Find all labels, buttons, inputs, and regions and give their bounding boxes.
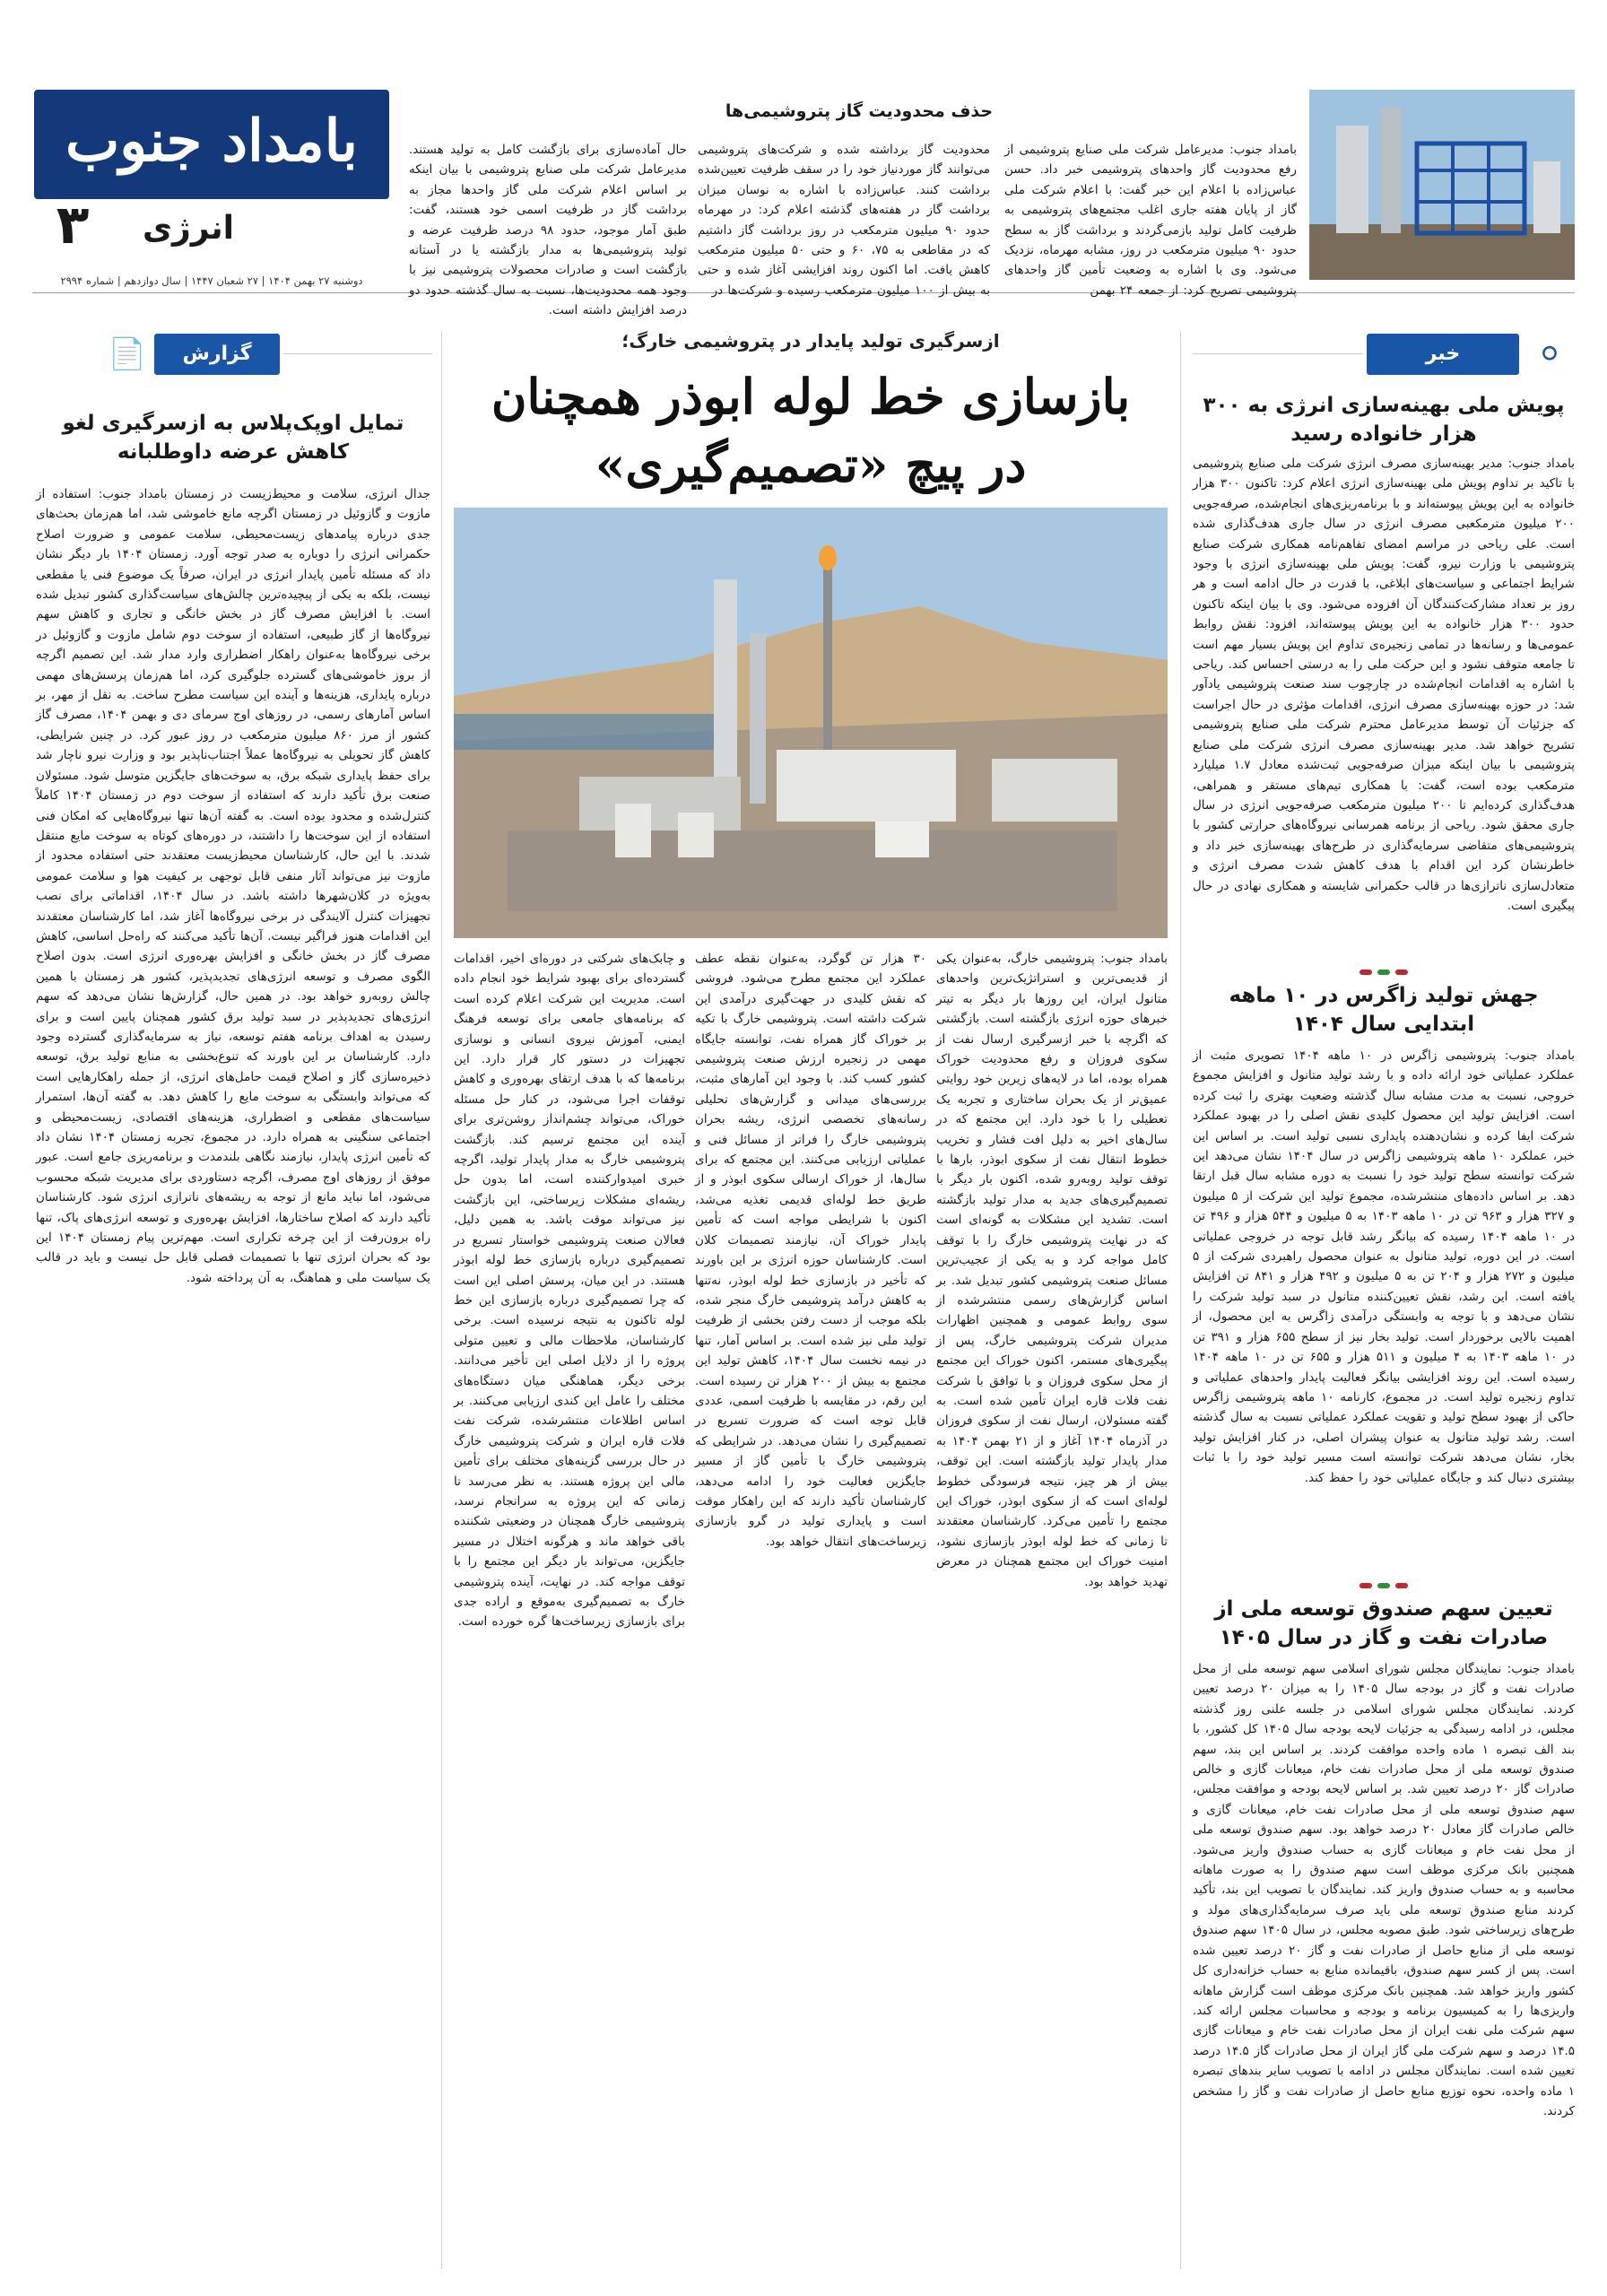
- top-story-col3: حال آماده‌سازی برای بازگشت کامل به تولید هستند. مدیرعامل شرکت ملی صنایع پتروشیمی با بیان اینکه بر اساس اعلام شرکت ملی گاز واحدها مجاز به برداشت گاز در ظرفیت اسمی خود هستند، گفت: طبق آمار موجود، حدود ۹۸ درصد ظرفیت عرضه و تولید پتروشیمی‌ها به مدار بازگشته یا در آستانه بازگشت است و صادرات محصولات پتروشیمی نیز با وجود همه محدودیت‌ها، نسبت به سال گذشته حدود دو درصد افزایش داشته است.: [409, 143, 687, 318]
- plant-illustration: [1309, 90, 1575, 280]
- story3-title: تعیین سهم صندوق توسعه ملی از صادرات نفت و گاز در سال ۱۴۰۵: [1214, 1597, 1553, 1649]
- report-title: تمایل اوپک‌پلاس به ازسرگیری لغو کاهش عرضه داوطلبانه: [62, 412, 404, 464]
- section-name: انرژی: [143, 210, 234, 247]
- top-story-col1: بامداد جنوب: مدیرعامل شرکت ملی صنایع پتروشیمی از رفع محدودیت گاز واحدهای پتروشیمی خبر داد. حسن عباس‌زاده با اعلام این خبر گفت: با اعلام شرکت ملی گاز از پایان هفته جاری اغلب مجتمع‌های پتروشیمی به ظرفیت کامل تولید بازمی‌گردند و برداشت گاز به سطح حدود ۹۰ میلیون مترمکعب در روز، مشابه مهرماه، نزدیک می‌شود. وی با اشاره به وضعیت تأمین گاز واحدهای پتروشیمی تصریح کرد: از جمعه ۲۴ بهمن: [1004, 143, 1297, 298]
- story2-title: جهش تولید زاگرس در ۱۰ ماهه ابتدایی سال ۱۴۰۴: [1229, 984, 1539, 1036]
- logo-text: بامداد جنوب: [65, 108, 358, 175]
- dot-green: [1377, 970, 1390, 975]
- center-col-right: بامداد جنوب: پتروشیمی خارگ، به‌عنوان یکی از قدیمی‌ترین و استراتژیک‌ترین واحدهای متانول ایران، این روزها بار دیگر به تیتر خبرهای حوزه انرژی بازگشته است. بازگشتی که اگرچه با خبر ازسرگیری ارسال نفت از سکوی فروزان و رفع محدودیت خوراک همراه بوده، اما در لایه‌های زیرین خود روایتی عمیق‌تر از یک بحران ساختاری و تجربه یک تعطیلی را با خود دارد. این مجتمع که در سال‌های اخیر به دلیل افت فشار و تخریب خطوط انتقال نفت از سکوی ابوذر، بارها با توقف تولید روبه‌رو شده، اکنون بار دیگر با تصمیم‌گیری‌های جدید به مدار تولید بازگشته است. تشدید این مشکلات به گونه‌ای است که در نهایت پتروشیمی خارگ را با توقف کامل مواجه کرد و به یکی از عجیب‌ترین مسائل صنعت پتروشیمی کشور تبدیل شد. بر اساس گزارش‌های رسمی منتشرشده از سوی روابط عمومی و همچنین اظهارات مدیران شرکت پتروشیمی خارگ، پس از پیگیری‌های مستمر، اکنون خوراک این مجتمع از محل سکوی فروزان و با توافق با شرکت نفت فلات قاره ایران تأمین شده است. به گفته مسئولان، ارسال نفت از سکوی فروزان در آذرماه ۱۴۰۴ آغاز و از ۲۱ بهمن ۱۴۰۴ به مدار پایدار تولید بازگشته است. این توقف، بیش از هر چیز، نتیجه فرسودگی خطوط لوله‌ای است که از سکوی ابوذر، خوراک این مجتمع را تأمین می‌کرد. کارشناسان معتقدند تا زمانی که خط لوله ابوذر بازسازی نشود، امنیت خوراک این مجتمع همچنان در معرض تهدید خواهد بود.: [936, 952, 1168, 1589]
- center-kicker: ازسرگیری تولید پایدار در پتروشیمی خارگ؛: [621, 330, 1000, 352]
- center-col-middle: ۳۰ هزار تن گوگرد، به‌عنوان نقطه عطف عملکرد این مجتمع مطرح می‌شود. فروشی که نقش کلیدی در جهت‌گیری درآمدی این شرکت داشته است. پتروشیمی خارگ با تکیه بر خوراک گاز همراه نفت، توانسته جایگاه مهمی در زنجیره ارزش صنعت پتروشیمی کشور کسب کند. با وجود این آمارهای مثبت، بررسی‌های میدانی و گزارش‌های تحلیلی رسانه‌های تخصصی انرژی، ریشه بحران پتروشیمی خارگ را فراتر از مسائل فنی و عملیاتی ارزیابی می‌کنند. این مجتمع که برای سال‌ها، از خوراک ارسالی سکوی ابوذر و از طریق خط لوله‌ای قدیمی تغذیه می‌شد، اکنون با شرایطی مواجه است که تأمین پایدار خوراک آن، نیازمند تصمیمات کلان است. کارشناسان حوزه انرژی بر این باورند که تأخیر در بازسازی خط لوله ابوذر، نه‌تنها به کاهش درآمد پتروشیمی خارگ منجر شده، بلکه موجب از دست رفتن بخشی از ظرفیت تولید ملی نیز شده است. بر اساس آمار، تنها در نیمه نخست سال ۱۴۰۴، کاهش تولید این مجتمع به بیش از ۲۰۰ هزار تن رسیده است. این رقم، در مقایسه با ظرفیت اسمی، عددی قابل توجه است که ضرورت تسریع در تصمیم‌گیری را نشان می‌دهد. در شرایطی که پتروشیمی خارگ با تأمین گاز از مسیر جایگزین فعالیت خود را ادامه می‌دهد، کارشناسان تأکید دارند که این راهکار موقت است و پایداری تولید در گرو بازسازی زیرساخت‌های انتقال خواهد بود.: [695, 952, 926, 1549]
- story1-title: پویش ملی بهینه‌سازی انرژی به ۳۰۰ هزار خانواده رسید: [1203, 394, 1565, 446]
- report-tab: گزارش: [154, 334, 280, 375]
- refinery-illustration: [454, 508, 1168, 938]
- report-tab-rule: [283, 353, 432, 354]
- center-left-divider: [441, 332, 442, 2269]
- document-icon: 📄: [108, 336, 147, 372]
- dot-red: [1359, 1583, 1372, 1588]
- dot-green: [1377, 1583, 1390, 1588]
- story3-text: بامداد جنوب: نمایندگان مجلس شورای اسلامی سهم توسعه ملی از محل صادرات نفت و گاز در بودجه سال ۱۴۰۵ را به میزان ۲۰ درصد تعیین کردند. نمایندگان مجلس شورای اسلامی در جلسه علنی روز گذشته مجلس، در ادامه رسیدگی به جزئیات لایحه بودجه سال ۱۴۰۵ کل کشور، با بند الف تبصره ۱ ماده واحده موافقت کردند. بر اساس این بند، سهم صندوق توسعه ملی از محل صادرات نفت خام، میعانات گازی و خالص صادرات گاز ۲۰ درصد تعیین شد. بر اساس لایحه بودجه و موافقت مجلس، سهم صندوق توسعه ملی از محل صادرات نفت خام، میعانات گازی و خالص صادرات گاز معادل ۲۰ درصد خواهد بود. سهم صندوق توسعه ملی از محل نفت خام و میعانات گازی به حساب صندوق واریز می‌شود. همچنین بانک مرکزی موظف است سهم صندوق را به صورت ماهانه محاسبه و به حساب صندوق واریز کند. نمایندگان با تصویب این بند، تأکید کردند منابع صندوق توسعه ملی باید صرف سرمایه‌گذاری‌های مولد و طرح‌های زیرساختی شود. طبق مصوبه مجلس، در سال ۱۴۰۵ سهم صندوق توسعه ملی از منابع حاصل از صادرات نفت و گاز ۲۰ درصد تعیین شده است. پس از کسر سهم صندوق، باقیمانده منابع به حساب خزانه‌داری کل کشور واریز خواهد شد. همچنین بانک مرکزی موظف است گزارش ماهانه واریزی‌ها را به کمیسیون برنامه و بودجه و محاسبات مجلس ارائه کند. سهم شرکت ملی نفت ایران از محل صادرات نفت خام و میعانات گازی ۱۴.۵ درصد و سهم شرکت ملی گاز ایران از محل صادرات گاز ۱۴.۵ درصد تعیین شده است. نمایندگان مجلس در ادامه با تصویب سایر بندهای تبصره ۱ ماده واحده، نحوه توزیع منابع حاصل از صادرات نفت و گاز را مشخص کردند.: [1193, 1662, 1576, 2118]
- story2-dots: [1193, 961, 1575, 978]
- page-number: ۳: [56, 194, 90, 257]
- dot-red: [1395, 1583, 1408, 1588]
- story2-text: بامداد جنوب: پتروشیمی زاگرس در ۱۰ ماهه ۱۴۰۴ تصویری مثبت از عملکرد عملیاتی خود ارائه داده و با رشد تولید متانول و افزایش مجموع خروجی، نسبت به مدت مشابه سال گذشته وضعیت بهتری را ثبت کرده است. افزایش تولید این محصول کلیدی نقش اصلی را در بهبود عملکرد شرکت ایفا کرده و نشان‌دهنده پایداری نسبی تولید است. بر اساس این خبر، عملکرد ۱۰ ماهه پتروشیمی زاگرس در سال ۱۴۰۴ نشان می‌دهد این شرکت توانسته سطح تولید خود را نسبت به دوره مشابه سال قبل ارتقا دهد. بر اساس داده‌های منتشرشده، مجموع تولید این شرکت از ۵ میلیون و ۳۲۷ هزار و ۹۶۳ تن در ۱۰ ماهه ۱۴۰۳ به ۵ میلیون و ۵۴۴ هزار و ۴۹۶ تن در ۱۰ ماهه ۱۴۰۴ رسیده که بیانگر رشد قابل توجه در خروجی عملیاتی است. در این دوره، تولید متانول به عنوان محصول راهبردی شرکت از ۵ میلیون و ۲۷۲ هزار و ۲۰۴ تن به ۵ میلیون و ۴۹۲ هزار و ۸۴۱ تن افزایش یافته است. این رشد، نقش تعیین‌کننده متانول در سبد تولید شرکت را نشان می‌دهد و با توجه به وابستگی درآمدی زاگرس به این محصول، از اهمیت بالایی برخوردار است. تولید بخار نیز از سطح ۶۵۵ هزار و ۳۹۱ تن در ۱۰ ماهه ۱۴۰۳ به ۴ میلیون و ۵۱۱ هزار و ۶۵۵ تن در ۱۰ ماهه ۱۴۰۴ رسیده است. این روند افزایشی بیانگر فعالیت پایدار واحدهای عملیاتی و تداوم زنجیره تولید است. در مجموع، کارنامه ۱۰ ماهه پتروشیمی زاگرس حاکی از بهبود سطح تولید و تقویت عملکرد عملیاتی نسبت به سال گذشته است. رشد تولید متانول به عنوان پیشران اصلی، در کنار افزایش تولید بخار، نشان می‌دهد شرکت توانسته است مسیر تولید خود را با ثبات بیشتری دنبال کند و جایگاه عملیاتی خود را حفظ کند.: [1193, 1048, 1576, 1485]
- top-story-col2: محدودیت گاز برداشته شده و شرکت‌های پتروشیمی می‌توانند گاز موردنیاز خود را در سقف ظرفیت تعیین‌شده برداشت کنند. عباس‌زاده با اشاره به نوسان میزان برداشت گاز در هفته‌های گذشته اعلام کرد: در مهرماه حدود ۹۰ میلیون مترمکعب در روز برداشت گاز داشتیم که در مقاطعی به ۷۵، ۶۰ و حتی ۵۰ میلیون مترمکعب کاهش یافت. اما اکنون روند افزایشی آغاز شده و حتی به بیش از ۱۰۰ میلیون مترمکعب رسیده و شرکت‌ها در: [698, 143, 990, 298]
- globe-icon: ⚪: [1536, 336, 1563, 372]
- top-story-title: حذف محدودیت گاز پتروشیمی‌ها: [725, 101, 994, 121]
- story1-text: بامداد جنوب: مدیر بهینه‌سازی مصرف انرژی شرکت ملی صنایع پتروشیمی با تاکید بر تداوم پویش ملی بهینه‌سازی انرژی اعلام کرد: تاکنون ۳۰۰ هزار خانواده به این پویش پیوسته‌اند و با برنامه‌ریزی‌های انجام‌شده، صرفه‌جویی ۲۰۰ میلیون مترمکعبی مصرف انرژی در سال جاری هدف‌گذاری شده است. علی ریاحی در مراسم امضای تفاهم‌نامه همکاری شرکت صنایع پتروشیمی با وزارت نیرو، گفت: پویش ملی بهینه‌سازی انرژی با وجود شرایط اجتماعی و سیاست‌های ابلاغی، با قدرت در حال ادامه است و هر روز بر تعداد مشارکت‌کنندگان آن افزوده می‌شود. وی با بیان اینکه تاکنون حدود ۳۰۰ هزار خانواده به این پویش پیوسته‌اند، افزود: نقش روابط عمومی‌ها و رسانه‌ها در تمامی زنجیره‌ی تداوم این پویش بسیار مهم است تا جامعه متوقف نشود و این حرکت ملی را به درستی احساس کند. ریاحی با اشاره به اقدامات انجام‌شده در چارچوب سند صنعت پتروشیمی یادآور شد: در حوزه بهینه‌سازی مصرف انرژی، اقدامات مؤثری در حال اجراست که جزئیات آن توسط مدیرعامل محترم شرکت ملی صنایع پتروشیمی تشریح خواهد شد. مدیر بهینه‌سازی مصرف انرژی شرکت ملی صنایع پتروشیمی با بیان اینکه میزان صرفه‌جویی ثبت‌شده معادل ۱.۷ میلیارد مترمکعب بوده است، گفت: با همکاری تیم‌های مستقر و همراهی، هدف‌گذاری کرده‌ایم تا ۲۰۰ میلیون مترمکعب صرفه‌جویی انرژی در سال جاری محقق شود. ریاحی از برنامه همرسانی نیروگاه‌های حرارتی کشور با پتروشیمی‌های متقاضی سرمایه‌گذاری در طرح‌های بهینه‌سازی خبر داد و خاطرنشان کرد این اقدام با هدف کاهش شدت مصرف انرژی و متعادل‌سازی ناترازی‌ها در قالب حکمرانی شایسته و همکاری نهادی در حال پیگیری است.: [1193, 457, 1575, 913]
- center-photo: [454, 508, 1168, 938]
- issue-line: دوشنبه ۲۷ بهمن ۱۴۰۴ | ۲۷ شعبان ۱۴۴۷ | سال دوازدهم | شماره ۲۹۹۴: [60, 274, 363, 287]
- dot-red: [1359, 970, 1372, 975]
- news-tab: خبر: [1367, 334, 1519, 375]
- top-story-photo: [1309, 90, 1575, 280]
- center-title-line2: در پیچ «تصمیم‌گیری»: [595, 436, 1027, 493]
- report-text: جدال انرژی، سلامت و محیط‌زیست در زمستان بامداد جنوب: استفاده از مازوت و گازوئیل در زمستان اگرچه مانع خاموشی شد، اما هم‌زمان بحث‌های جدی درباره پیامدهای زیست‌محیطی، سلامت عمومی و ضرورت اصلاح حکمرانی انرژی را دوباره به صدر توجه آورد. زمستان ۱۴۰۴ بار دیگر نشان داد که مسئله تأمین پایدار انرژی در ایران، صرفاً یک موضوع فنی یا مقطعی نیست، بلکه به یکی از پیچیده‌ترین چالش‌های سیاست‌گذاری کشور تبدیل شده است. با افزایش مصرف گاز در بخش خانگی و تجاری و کاهش سهم نیروگاه‌ها از گاز طبیعی، استفاده از سوخت دوم شامل مازوت و گازوئیل در برخی نیروگاه‌ها به‌عنوان راهکار اضطراری وارد مدار شد. این تصمیم اگرچه از بروز خاموشی‌های گسترده جلوگیری کرد، اما هم‌زمان پرسش‌های مهمی درباره پایداری، هزینه‌ها و آینده این سیاست مطرح ساخت. به نقل از مهر، بر اساس آمارهای رسمی، در روزهای اوج سرمای دی و بهمن ۱۴۰۴، مصرف گاز کشور از مرز ۸۶۰ میلیون مترمکعب در روز عبور کرد. در چنین شرایطی، کاهش گاز تحویلی به نیروگاه‌ها عملاً اجتناب‌ناپذیر بود و وزارت نیرو ناچار شد برای حفظ پایداری شبکه برق، به سوخت‌های جایگزین متوسل شود. مسئولان صنعت برق تأکید دارند که استفاده از سوخت دوم در زمستان ۱۴۰۴ کاملاً کنترل‌شده و محدود بوده است. به گفته آن‌ها تنها نیروگاه‌هایی که امکان فنی استفاده از این سوخت‌ها را داشتند، در دوره‌های کوتاه به سوخت مایع منتقل شدند. با این حال، کارشناسان محیط‌زیست معتقدند حتی استفاده محدود از مازوت نیز می‌تواند آثار منفی قابل توجهی بر کیفیت هوا و سلامت عمومی به‌ویژه در کلان‌شهرها داشته باشد. در سال ۱۴۰۴، اقداماتی برای نصب تجهیزات کنترل آلایندگی در برخی نیروگاه‌ها آغاز شد، اما کارشناسان معتقدند این اقدامات هنوز فراگیر نیست. آن‌ها تأکید می‌کنند که راه‌حل اساسی، کاهش مصرف گاز در بخش خانگی و افزایش بهره‌وری انرژی است. بدون اصلاح الگوی مصرف و توسعه انرژی‌های تجدیدپذیر، کشور هر زمستان با همین چالش روبه‌رو خواهد بود. در همین حال، گزارش‌ها نشان می‌دهد که سهم انرژی‌های تجدیدپذیر در سبد تولید برق کشور همچنان پایین است و برای رسیدن به اهداف برنامه هفتم توسعه، نیاز به سرمایه‌گذاری گسترده وجود دارد. کارشناسان بر این باورند که تنوع‌بخشی به منابع تولید برق، توسعه ذخیره‌سازی گاز و اصلاح قیمت حامل‌های انرژی، از جمله راهکارهایی است که می‌تواند وابستگی به سوخت مایع را کاهش دهد. به گفته آن‌ها، استمرار سیاست‌های مقطعی و اضطراری، هزینه‌های اقتصادی، زیست‌محیطی و اجتماعی سنگینی به همراه دارد. در مجموع، تجربه زمستان ۱۴۰۴ نشان داد که تأمین انرژی پایدار، نیازمند نگاهی بلندمدت و برنامه‌ریزی جامع است. عبور موفق از روزهای اوج مصرف، اگرچه دستاوردی برای مدیریت شبکه محسوب می‌شود، اما نباید مانع از توجه به ریشه‌های ناترازی انرژی شود. کارشناسان تأکید دارند که اصلاح ساختارها، افزایش بهره‌وری و توسعه انرژی‌های پاک، تنها راه برون‌رفت از این چرخه تکراری است. مهم‌ترین پیام زمستان ۱۴۰۴ این بود که بحران انرژی تنها با تصمیمات فصلی قابل حل نیست و باید در قالب یک سیاست ملی و هماهنگ، به آن پرداخته شود.: [36, 487, 431, 1285]
- center-col-left: و چابک‌های شرکتی در دوره‌ای اخیر، اقدامات گسترده‌ای برای بهبود شرایط خود انجام داده است. مدیریت این شرکت اعلام کرده است که برنامه‌های جامعی برای توسعه فرهنگ ایمنی، آموزش نیروی انسانی و نوسازی تجهیزات در دستور کار قرار دارد. این برنامه‌ها که با هدف ارتقای بهره‌وری و کاهش توقفات اجرا می‌شود، در کنار حل مسئله خوراک، می‌تواند چشم‌انداز روشن‌تری برای آینده این مجتمع ترسیم کند. بازگشت پتروشیمی خارگ به مدار پایدار تولید، اگرچه خبری امیدوارکننده است، اما بدون حل ریشه‌ای مشکلات زیرساختی، این بازگشت نیز می‌تواند موقت باشد. به همین دلیل، فعالان صنعت پتروشیمی خواستار تسریع در تصمیم‌گیری درباره بازسازی خط لوله ابوذر هستند. در این میان، پرسش اصلی این است که چرا تصمیم‌گیری درباره بازسازی این خط لوله تاکنون به نتیجه نرسیده است. برخی کارشناسان، ملاحظات مالی و تعیین متولی پروژه را از دلایل اصلی این تأخیر می‌دانند. برخی دیگر، هماهنگی میان دستگاه‌های مختلف را عامل این کندی ارزیابی می‌کنند. بر اساس اطلاعات منتشرشده، شرکت نفت فلات قاره ایران و شرکت پتروشیمی خارگ در حال بررسی گزینه‌های مختلف برای تأمین مالی این پروژه هستند. به نظر می‌رسد تا زمانی که این پروژه به سرانجام نرسد، پتروشیمی خارگ همچنان در وضعیتی شکننده باقی خواهد ماند و هرگونه اختلال در مسیر جایگزین، می‌تواند بار دیگر این مجتمع را با توقف مواجه کند. در نهایت، آینده پتروشیمی خارگ به تصمیم‌گیری به‌موقع و اراده جدی برای بازسازی زیرساخت‌ها گره خورده است.: [454, 952, 685, 1630]
- dot-red: [1395, 970, 1408, 975]
- story3-dots: [1193, 1575, 1575, 1592]
- right-column-divider: [1180, 332, 1181, 2269]
- news-tab-rule: [1193, 353, 1363, 354]
- center-title-line1: بازسازی خط لوله ابوذر همچنان: [491, 368, 1131, 425]
- masthead-logo: [34, 90, 389, 199]
